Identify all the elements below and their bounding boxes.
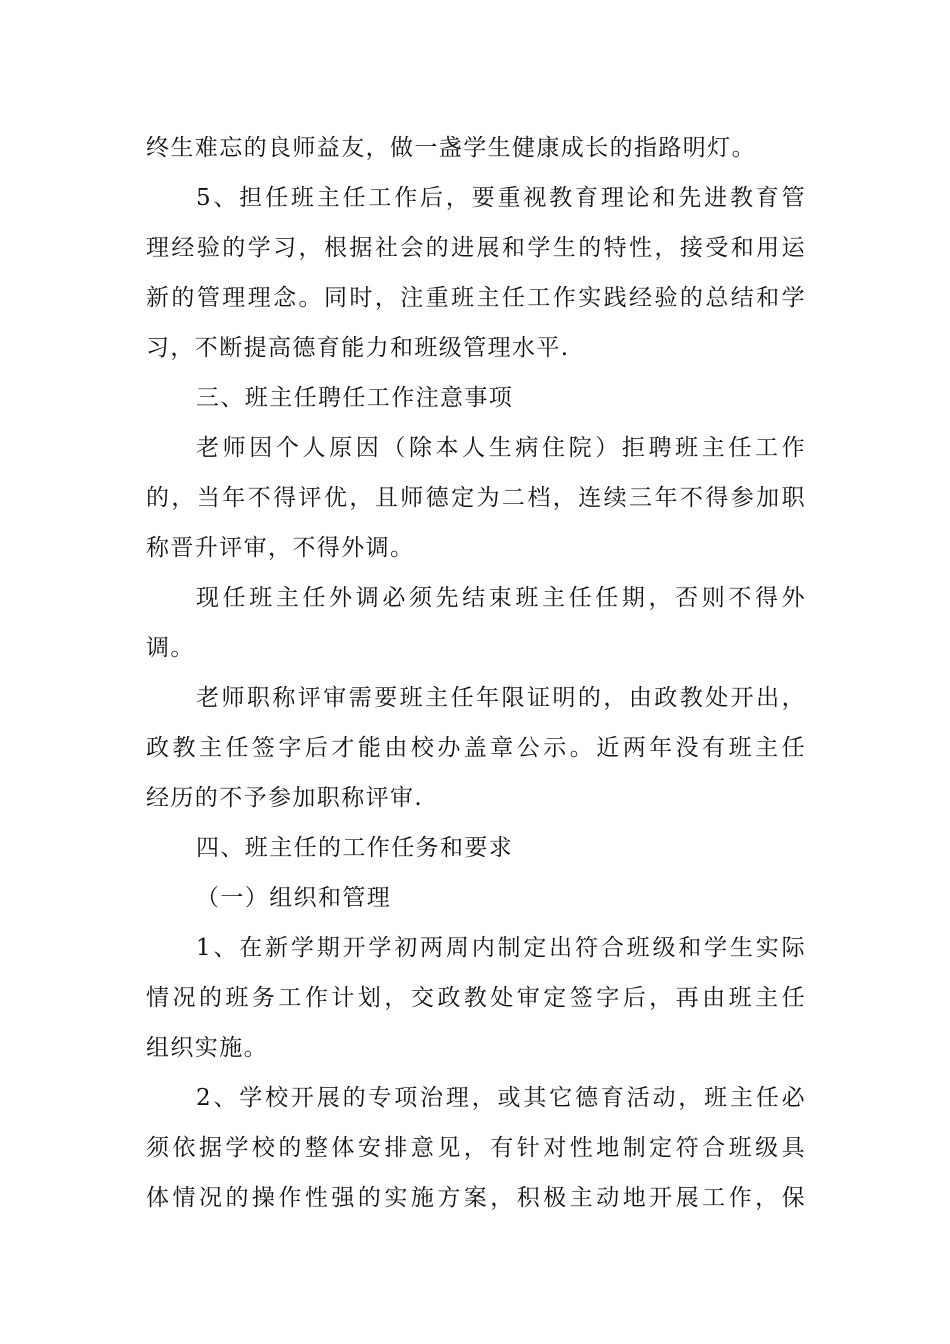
text-line: 老师因个人原因（除本人生病住院）拒聘班主任工作: [196, 435, 806, 461]
text-line: 新的管理理念。同时，注重班主任工作实践经验的总结和学: [146, 285, 806, 311]
section-heading: 三、班主任聘任工作注意事项: [196, 385, 514, 411]
text-line: 终生难忘的良师益友，做一盏学生健康成长的指路明灯。: [146, 135, 756, 161]
text-line: 老师职称评审需要班主任年限证明的，由政教处开出，: [196, 685, 806, 711]
text-line: 的，当年不得评优，且师德定为二档，连续三年不得参加职: [146, 485, 806, 511]
text-line: 须依据学校的整体安排意见，有针对性地制定符合班级具: [146, 1135, 806, 1161]
subsection-heading: （一）组织和管理: [196, 885, 392, 911]
text-line: 5、担任班主任工作后，要重视教育理论和先进教育管: [196, 185, 806, 211]
text-line: 2、学校开展的专项治理，或其它德育活动，班主任必: [196, 1085, 806, 1111]
text-line: 调。: [146, 635, 195, 661]
text-line: 理经验的学习，根据社会的进展和学生的特性，接受和用运: [146, 235, 806, 261]
text-line: 政教主任签字后才能由校办盖章公示。近两年没有班主任: [146, 735, 806, 761]
section-heading: 四、班主任的工作任务和要求: [196, 835, 514, 861]
text-line: 情况的班务工作计划，交政教处审定签字后，再由班主任: [146, 985, 806, 1011]
text-line: 体情况的操作性强的实施方案，积极主动地开展工作，保: [146, 1185, 806, 1211]
text-line: 组织实施。: [146, 1035, 268, 1061]
document-page: [146, 123, 806, 1223]
text-line: 习，不断提高德育能力和班级管理水平.: [146, 335, 570, 361]
text-line: 称晋升评审，不得外调。: [146, 535, 415, 561]
text-line: 1、在新学期开学初两周内制定出符合班级和学生实际: [196, 935, 806, 961]
text-line: 经历的不予参加职称评审.: [146, 785, 424, 811]
text-line: 现任班主任外调必须先结束班主任任期，否则不得外: [196, 585, 806, 611]
